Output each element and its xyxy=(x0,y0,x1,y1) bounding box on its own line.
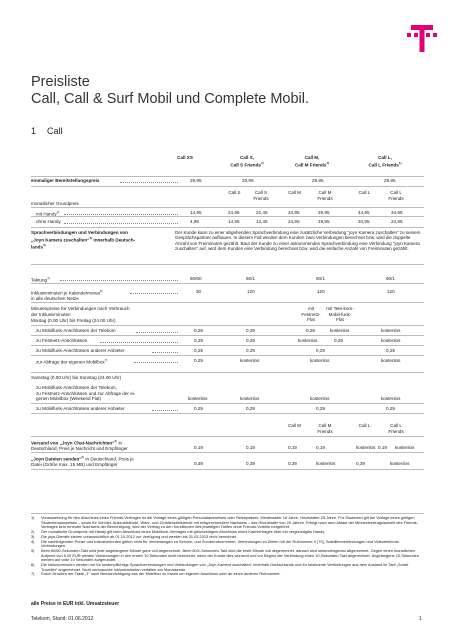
head-telekom-flat: mit Tele-kom-Mobil-funk-Flat xyxy=(326,306,354,323)
files-l: 0,39 xyxy=(356,461,365,466)
monthly-label: monatlicher Grundpreis xyxy=(31,201,79,206)
weekday-label: Montag (0.00 Uhr) bis Freitag (24.00 Uhr) xyxy=(31,318,116,323)
page-number: 1 xyxy=(419,616,422,622)
setup-fee-label: einmaliger Bereitstellungspreis xyxy=(31,178,100,183)
files-row-label: „Joyn Dateien senden“$^{8)}$ in Deutschland, Preis je Datei (Größe max. 15 MB) und Empfänger xyxy=(31,455,134,468)
row-other-mobile-s: 0,29 xyxy=(246,348,255,353)
weekend-other-m: 0,29 xyxy=(316,406,325,411)
row-festnetz-m-komm: 0,29 xyxy=(334,338,343,343)
subhead-call-l-friends: Call L Friends xyxy=(388,190,404,201)
setup-fee-s: 29,95 xyxy=(242,178,254,183)
taktung-s: 60/1 xyxy=(246,276,255,281)
monthly-without-phone-l: 34,95 xyxy=(358,219,370,224)
inklusiv-label: Inklusivminuten je Kalendermonat$^{5)}$ in alle deutschen Netze xyxy=(31,289,103,302)
chat-row-label: Versand von „Joyn Chat-Nachrichten“$^{8)}$ in Deutschland, Preis je Nachricht und Empfänger xyxy=(31,439,128,452)
weekend-xs: kostenlos xyxy=(188,396,208,401)
chat-l: kostenlos xyxy=(356,445,376,450)
chat-xs: 0,19 xyxy=(194,445,203,450)
monthly-with-phone-label: mit Handy$^{2)}$ xyxy=(36,210,60,217)
inklusiv-l: 120 xyxy=(387,289,395,294)
footnotes xyxy=(31,516,424,577)
chat-l-friends-a: 0,19 xyxy=(378,445,387,450)
monthly-with-phone-s: 24,95 xyxy=(228,210,240,215)
col-header-call-xs: Call XS xyxy=(177,155,193,160)
monthly-without-phone-m-friends: 19,95 xyxy=(318,219,330,224)
monthly-without-phone-m: 24,95 xyxy=(288,219,300,224)
row-other-mobile-m: 0,29 xyxy=(316,348,325,353)
monthly-without-phone-label: ohne Handy xyxy=(36,219,61,224)
taktung-m: 60/1 xyxy=(316,276,325,281)
taktung-l: 60/1 xyxy=(386,276,395,281)
files-s: 0,39 xyxy=(246,461,255,466)
files-m-friends: kostenlos xyxy=(316,461,336,466)
subhead-call-l: Call L xyxy=(358,190,371,195)
section-title: Call xyxy=(47,126,63,136)
row-mobilbox-s: kostenlos xyxy=(240,358,260,363)
col-header-call-l: Call L, Call L Friends$^{1)}$ xyxy=(368,155,402,168)
weekend-other-xs: 0,29 xyxy=(194,406,203,411)
footer-left: Telekom, Stand: 01.06.2012 xyxy=(31,616,94,622)
inklusiv-m: 120 xyxy=(317,289,325,294)
monthly-without-phone-l-friends: 24,95 xyxy=(391,219,403,224)
title-line-1: Preisliste xyxy=(31,74,90,90)
subhead-call-m-friends: Call M Friends xyxy=(317,190,333,201)
row-festnetz-xs: 0,29 xyxy=(194,338,203,343)
col-header-call-s: Call S, Call S Friends$^{1)}$ xyxy=(230,155,264,168)
footnote: 6) Die Inklusivminuten werden nur für kostenpflichtige Sprachverbindungen und Verbindungen von „Joyn Kamera zuschalten“ innerhalb Deutschlands und für bestimmte Verbindungen aus dem Ausland im Tarif „Smart Traveller“ angerechnet. Nicht verbrauchte Inklusivminuten verfallen am Monatsende. xyxy=(31,562,409,572)
subhead-call-s-friends: Call S Friends xyxy=(253,190,269,201)
subhead2-call-m: Call M xyxy=(287,423,302,428)
setup-fee-l: 29,95 xyxy=(384,178,396,183)
chat-l-friends: kostenlos xyxy=(395,445,415,450)
head-festnetz-flat: mit Festnetz-Flat xyxy=(301,306,321,323)
row-telekom-mobile-m-flat: 0,29 xyxy=(306,328,315,333)
weekend-s: kostenlos xyxy=(240,396,260,401)
vat-note: alle Preise in EUR inkl. Umsatzsteuer xyxy=(31,601,120,607)
title-line-2: Call, Call & Surf Mobil und Complete Mobil. xyxy=(31,91,310,107)
voice-description: Der Kunde kann zu einer abgehenden Sprachverbindung eine zusätzliche Verbindung "joyn Kamera zuschalten" zu seinem Gesprächspartner aufbauen. In diesem Fall werden dem Kunden zwei Verbindungen berechnet bzw. wird die doppelte Anzahl von Freiminuten gezählt. Baut der Kunde zu einer ankommenden Sprachverbindung eine Verbindung "joyn Kamera zuschalten" auf, wird dem Kunden eine Verbindung berechnet bzw. wird die einfache Anzahl von Freiminuten gezählt. xyxy=(175,230,421,252)
row-mobilbox-label: zur Abfrage der eigenen Mobilbox$^{7)}$ xyxy=(36,358,108,365)
setup-fee-m: 29,95 xyxy=(312,178,324,183)
inklusiv-xs: 30 xyxy=(196,289,202,294)
monthly-with-phone-m: 34,95 xyxy=(288,210,300,215)
footnote: 2) Der monatliche Grundpreis mit Handy gilt beim Abschluss eines Mobilfunk-Vertrages mit gleichzeitigem Abschluss eines Kaufvertrages über ein vergünstigtes Handy. xyxy=(31,529,326,535)
files-l-friends: kostenlos xyxy=(390,461,410,466)
row-mobilbox-m: kostenlos xyxy=(310,358,330,363)
weekend-m: kostenlos xyxy=(310,396,330,401)
monthly-without-phone-s: 14,95 xyxy=(228,219,240,224)
footnote: 5) Beim 60/60-Sekunden-Takt wird jede angefangene Minute ganz voll abgerechnet. Beim 60/1-Sekunden-Takt wird die erste Minute voll abgerechnet, danach wird sekundengenau abgerechnet. Gegen einen monatlichen Aufpreis von 5,00 EUR werden Verbindungen in den ersten 10 Sekunden nicht berechnet, wenn der Kunde dies wünscht und vor Beginn der Verbindung einen 10-Sekunden-Takt abgerechnet. Angefangene 10-Sekunden werden auf volle 10 Sekunden aufgerundet. xyxy=(31,547,419,563)
section-number: 1 xyxy=(31,126,37,136)
taktung-xs: 60/60 xyxy=(190,276,202,281)
chat-s: 0,19 xyxy=(246,445,255,450)
monthly-with-phone-s-friends: 22,45 xyxy=(256,210,268,215)
subhead2-call-l: Call L xyxy=(358,423,371,428)
subhead2-call-l-friends: Call L Friends xyxy=(388,423,404,434)
weekend-other-s: 0,29 xyxy=(246,406,255,411)
row-telekom-mobile-xs: 0,29 xyxy=(194,328,203,333)
row-telekom-mobile-s: 0,29 xyxy=(246,328,255,333)
row-mobilbox-xs: 0,29 xyxy=(194,358,203,363)
inklusiv-s: 120 xyxy=(247,289,255,294)
weekend-other-label: zu Mobilfunk-Anschlüssen anderer Anbieter xyxy=(36,406,125,411)
row-festnetz-m-flat: kostenlos xyxy=(298,338,318,343)
row-telekom-mobile-m-komm: kostenlos xyxy=(330,328,350,333)
row-mobilbox-l: kostenlos xyxy=(381,358,401,363)
monthly-with-phone-l: 44,95 xyxy=(358,210,370,215)
monthly-without-phone-xs: 4,95 xyxy=(190,219,199,224)
monthly-with-phone-l-friends: 34,95 xyxy=(391,210,403,215)
files-m: 0,39 xyxy=(288,461,297,466)
telekom-logo xyxy=(407,22,437,58)
subhead-call-m: Call M xyxy=(287,190,302,195)
chat-m-friends: 0,19 xyxy=(316,445,325,450)
voice-label: Sprachverbindungen und Verbindungen von „Joyn Kamera zuschalten“$^{3)}$ innerhalb Deutsch- lands$^{3)}$ xyxy=(31,230,136,250)
monthly-with-phone-xs: 14,95 xyxy=(190,210,202,215)
weekend-l: kostenlos xyxy=(381,396,401,401)
setup-fee-xs: 29,95 xyxy=(190,178,202,183)
row-festnetz-l: kostenlos xyxy=(381,338,401,343)
footnote: 4) Die nachfolgenden Preise und Inklusivminuten gelten nicht für Verbindungen zu Service- und Sonderrufnummern, Verbindungen zu Zielen mit der Rufnummer 0 [70], Satellitenverbindungen und Videotelefonie-Verbindungen. xyxy=(31,538,400,549)
row-telekom-mobile-label: zu Mobilfunk-Anschlüssen der Telekom xyxy=(36,328,116,333)
subhead-call-s: Call S xyxy=(228,190,241,195)
row-other-mobile-xs: 0,29 xyxy=(194,348,203,353)
row-festnetz-label: zu Festnetz-Anschlüssen xyxy=(36,338,88,343)
row-other-mobile-l: 0,29 xyxy=(386,348,395,353)
footnote: 3) Die joyn-Dienste stehen voraussichtlich ab 01.10.2012 zur Verfügung und werden bis 31.03.2013 nicht berechnet. xyxy=(31,533,237,539)
weekend-label: Samstag (0.00 Uhr) bis Sonntag (24.00 Uhr) xyxy=(31,375,122,380)
chat-m: 0,19 xyxy=(288,445,297,450)
subhead2-call-m-friends: Call M Friends xyxy=(317,423,333,434)
monthly-without-phone-s-friends: 12,45 xyxy=(256,219,268,224)
row-telekom-mobile-l: kostenlos xyxy=(381,328,401,333)
weekend-other-l: 0,29 xyxy=(386,406,395,411)
footnote: 7) Durch Drücken der Taste „1“ nach Benachrichtigung aus der Mobilbox im Inland um eigenen Anschluss oder an einen anderen Rufnummer. xyxy=(31,571,281,577)
page-title xyxy=(31,74,309,108)
taktung-label: Taktung$^{4)}$ xyxy=(31,276,50,283)
footnote: 1) Voraussetzung für den Abschluss eines Friends-Vertrages ist die Vorlage eines gültigen Personalausweises oder Reisepasses. Mindestalter 18 Jahre, Höchstalter 25 Jahre. Für Studenten gilt bei Vorlage eines gültigen Studentenausweises – sowie für Schüler, Auszubildende, Wehr- und Zivildienstleistende mit entsprechendem Nachweis – das Höchstalter von 29 Jahren. Erfolgt nach dem Ablauf der Mindestvertragslaufzeit des Friends-Vertrages kein erneuter Nachweis der Berechtigung, wird der Vertrag zu den Konditionen des jeweiligen Tarifes ohne Friends-Vorteile fortgeführt. xyxy=(31,515,418,530)
col-header-call-m: Call M, Call M Friends$^{1)}$ xyxy=(294,155,330,168)
minutes-label: Minutenpreise für Verbindungen nach Verbrauch der Inklusivminuten xyxy=(31,306,130,317)
monthly-with-phone-m-friends: 29,95 xyxy=(318,210,330,215)
row-other-mobile-label: zu Mobilfunk-Anschlüssen anderer Anbieter xyxy=(36,348,125,353)
weekend-row-label: zu Mobilfunk-Anschlüssen der Telekom, zu Festnetz-Anschlüssen und zur Abfrage der ei- genen Mobilbox (Weekend Flat) xyxy=(36,385,136,402)
files-xs: 0,39 xyxy=(194,461,203,466)
row-festnetz-s: 0,29 xyxy=(246,338,255,343)
